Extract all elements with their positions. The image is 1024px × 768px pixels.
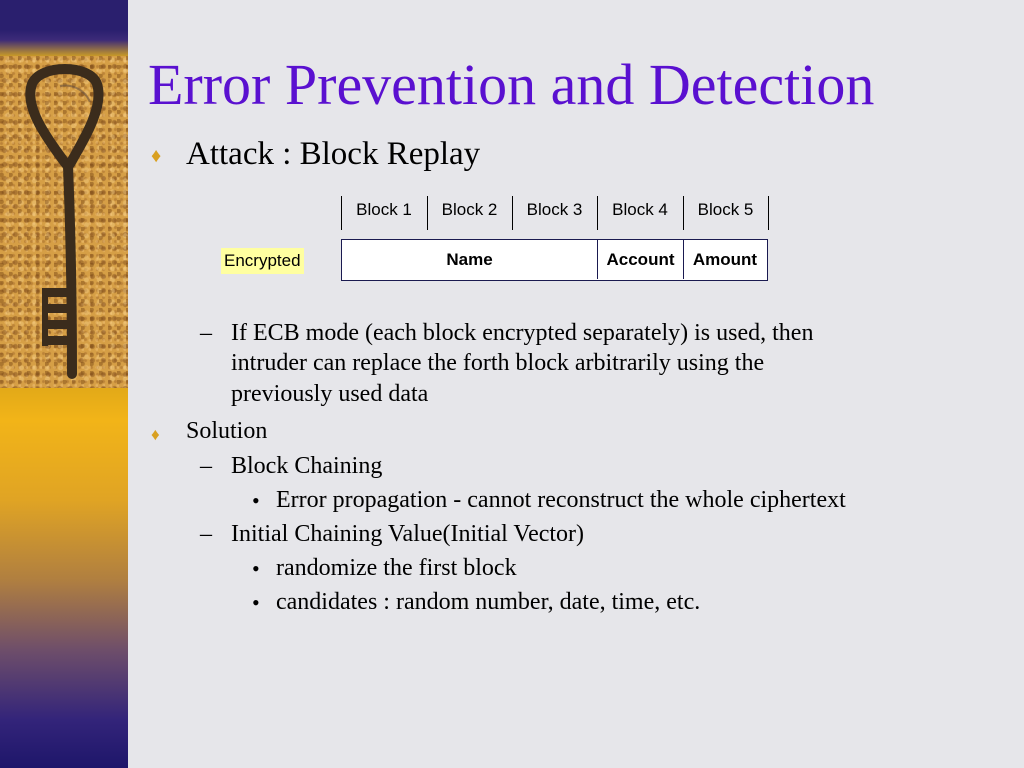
dot-bullet-icon: • xyxy=(252,556,260,581)
encrypted-label: Encrypted xyxy=(221,248,304,274)
dash-bullet-icon: – xyxy=(200,320,212,346)
block-label: Block 2 xyxy=(441,200,498,219)
block-label: Block 5 xyxy=(697,200,754,219)
block-chaining-item: Block Chaining xyxy=(231,453,383,479)
solution-heading: Solution xyxy=(186,418,268,444)
block-label: Block 1 xyxy=(356,200,412,219)
diamond-bullet-icon: ♦ xyxy=(151,145,162,167)
ecb-note-line: If ECB mode (each block encrypted separately) is used, then xyxy=(231,320,814,346)
candidates-item: candidates : random number, date, time, etc. xyxy=(276,589,701,615)
dot-bullet-icon: • xyxy=(252,590,260,615)
key-photo xyxy=(0,56,128,388)
ecb-note-line: intruder can replace the forth block arbitrarily using the xyxy=(231,350,765,376)
randomize-item: randomize the first block xyxy=(276,555,517,581)
key-icon xyxy=(0,56,128,388)
dot-bullet-icon: • xyxy=(252,488,260,513)
block-separator xyxy=(768,196,769,230)
diamond-bullet-icon: ♦ xyxy=(151,425,160,444)
slide-title: Error Prevention and Detection xyxy=(148,52,875,117)
attack-heading: Attack : Block Replay xyxy=(186,136,481,172)
initial-chaining-item: Initial Chaining Value(Initial Vector) xyxy=(231,521,585,547)
cipher-cell-account: Account xyxy=(606,250,675,269)
cipher-cell-name: Name xyxy=(446,250,493,269)
cipher-cell-amount: Amount xyxy=(692,250,758,269)
cipher-row xyxy=(341,239,768,281)
ecb-note-line: previously used data xyxy=(231,381,429,407)
dash-bullet-icon: – xyxy=(200,453,212,479)
block-label: Block 3 xyxy=(526,200,583,219)
sidebar-decoration xyxy=(0,0,128,768)
dash-bullet-icon: – xyxy=(200,521,212,547)
block-label: Block 4 xyxy=(612,200,668,219)
error-propagation-item: Error propagation - cannot reconstruct the whole ciphertext xyxy=(276,487,846,513)
